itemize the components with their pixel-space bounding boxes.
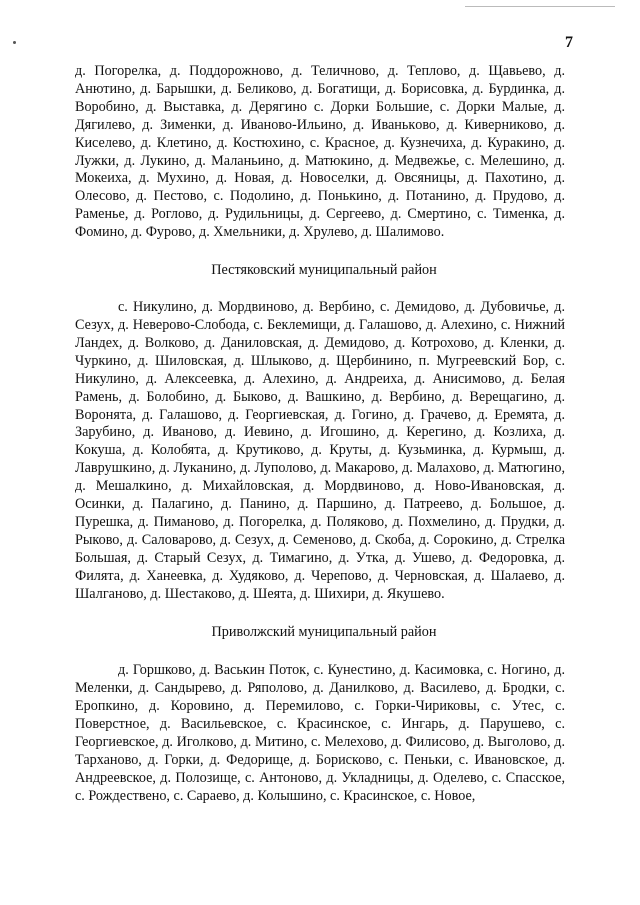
page-number: 7 [565,34,573,51]
scan-speck [13,41,16,44]
section-heading-pestyakovsky: Пестяковский муниципальный район [211,262,437,279]
scan-speck [465,6,615,7]
section-heading-privolzhsky: Приволжский муниципальный район [211,624,437,641]
intro-paragraph: д. Погорелка, д. Поддорожново, д. Теличново, д. Теплово, д. Щавьево, д. Анютино, д. Барышки, д. Беликово, д. Богатищи, д. Борисовка, д. Бурдинка, д. Воробино, д. Выставка, д. Дерягино с. Дорки Большие, с. Дорки Малые, д. Дягилево, д. Зименки, д. Иваново-Ильино, д. Иванькoво, д. Киверниково, д. Киселево, д. Клетино, д. Костюхино, с. Красное, д. Кузнечиха, д. Куракино, д. Лужки, д. Лукино, д. Маланьино, д. Матюкино, д. Медвежье, с. Мелешино, д. Мокеиха, д. Мухино, д. Новая, д. Новоселки, д. Овсяницы, д. Пахотино, д. Олесово, д. Пестово, с. Подолино, д. Понькино, д. Потанино, д. Прудово, д. Раменье, д. Роглово, д. Рудильницы, д. Сергеево, д. Смертино, с. Тименка, д. Фомино, д. Фурово, д. Хмельники, д. Хрулево, д. Шалимово. [75,63,565,241]
document-body [75,63,565,806]
section-text-pestyakovsky: с. Никулино, д. Мордвиново, д. Вербино, с. Демидово, д. Дубовичье, д. Сезух, д. Неверово-Слобода, с. Беклемищи, д. Галашово, д. Алехино, с. Нижний Ландех, д. Волково, д. Даниловская, д. Демидово, д. Котрохово, д. Кленки, д. Чуркино, д. Шиловская, д. Шлыково, д. Щербинино, п. Мугреевский Бор, с. Никулино, д. Алексеевка, д. Алехино, д. Андреиха, д. Анисимово, д. Белая Рамень, д. Болобино, д. Быково, д. Вашкино, д. Вербино, д. Верещагино, д. Воронята, д. Галашово, д. Георгиевская, д. Гогино, д. Грачево, д. Еремята, д. Зарубино, д. Иваново, д. Иевино, д. Игошино, д. Керегино, д. Козлиха, д. Кокуша, д. Колобята, д. Крутиково, д. Круты, д. Кузьминка, д. Курмыш, д. Лаврушкино, д. Луканино, д. Луполово, д. Макарово, д. Малахово, д. Матюгино, д. Мешалкино, д. Михайловская, д. Мордвиново, д. Ново-Ивановская, д. Осинки, д. Палагино, д. Панино, д. Паршино, д. Патреево, д. Большое, д. Пурешка, д. Пиманово, д. Погорелка, д. Поляково, д. Похмелино, д. Прудки, д. Рыково, д. Саловарово, д. Сезух, д. Семеново, д. Скоба, д. Сорокино, д. Стрелка Большая, д. Старый Сезух, д. Тимагино, д. Утка, д. Ушево, д. Федоровка, д. Филята, д. Ханеевка, д. Худяково, д. Черепово, д. Черновская, д. Шалаево, д. Шалганово, д. Шестаково, д. Шеята, д. Шихири, д. Якушево. [75,299,565,602]
section-text-privolzhsky: д. Горшково, д. Васькин Поток, с. Кунестино, д. Касимовка, с. Ногино, д. Меленки, д. Сандырево, д. Ряполово, д. Данилково, д. Василево, д. Бродки, с. Еропкино, д. Коровино, д. Перемилово, с. Горки-Чириковы, с. Утес, с. Поверстное, д. Васильевское, с. Красинское, с. Ингарь, д. Парушево, с. Георгиевское, д. Иголково, д. Митино, с. Мелехово, д. Филисово, д. Выголово, д. Тарханово, д. Горки, д. Федорище, д. Борисково, с. Пеньки, с. Ивановское, д. Андреевское, д. Полозище, с. Антоново, д. Укладницы, д. Оделево, с. Спасское, с. Рождествено, с. Сараево, д. Колышино, с. Красинское, с. Новое, [75,662,565,804]
